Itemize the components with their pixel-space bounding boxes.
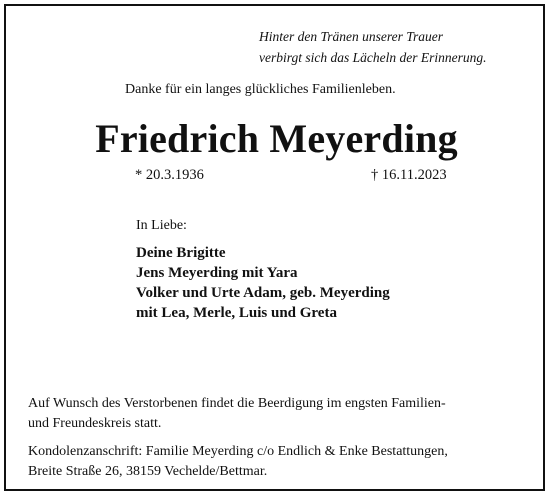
quote-line-2: verbirgt sich das Lächeln der Erinnerung. [259, 50, 487, 65]
burial-note-line-2: und Freundeskreis statt. [28, 416, 162, 431]
thanks-line: Danke für ein langes glückliches Familienleben. [125, 82, 396, 97]
condolence-line-2: Breite Straße 26, 38159 Vechelde/Bettmar. [28, 464, 268, 479]
deceased-name: Friedrich Meyerding [95, 116, 458, 161]
condolence-line-1: Kondolenzanschrift: Familie Meyerding c/o Endlich & Enke Bestattungen, [28, 444, 448, 459]
birth-date: * 20.3.1936 [135, 167, 204, 183]
death-date: † 16.11.2023 [371, 167, 447, 183]
mourner-name: Jens Meyerding mit Yara [136, 265, 298, 281]
mourner-name: Volker und Urte Adam, geb. Meyerding [136, 285, 390, 301]
burial-note-line-1: Auf Wunsch des Verstorbenen findet die Beerdigung im engsten Familien- [28, 396, 446, 411]
condolence-address [28, 442, 448, 482]
mourning-intro: In Liebe: [136, 218, 187, 233]
mourner-name: Deine Brigitte [136, 245, 226, 261]
mourner-name: mit Lea, Merle, Luis und Greta [136, 305, 337, 321]
mourners-list [136, 243, 390, 323]
burial-note [28, 394, 446, 434]
obituary-notice [4, 4, 545, 491]
quote-line-1: Hinter den Tränen unserer Trauer [259, 29, 444, 44]
